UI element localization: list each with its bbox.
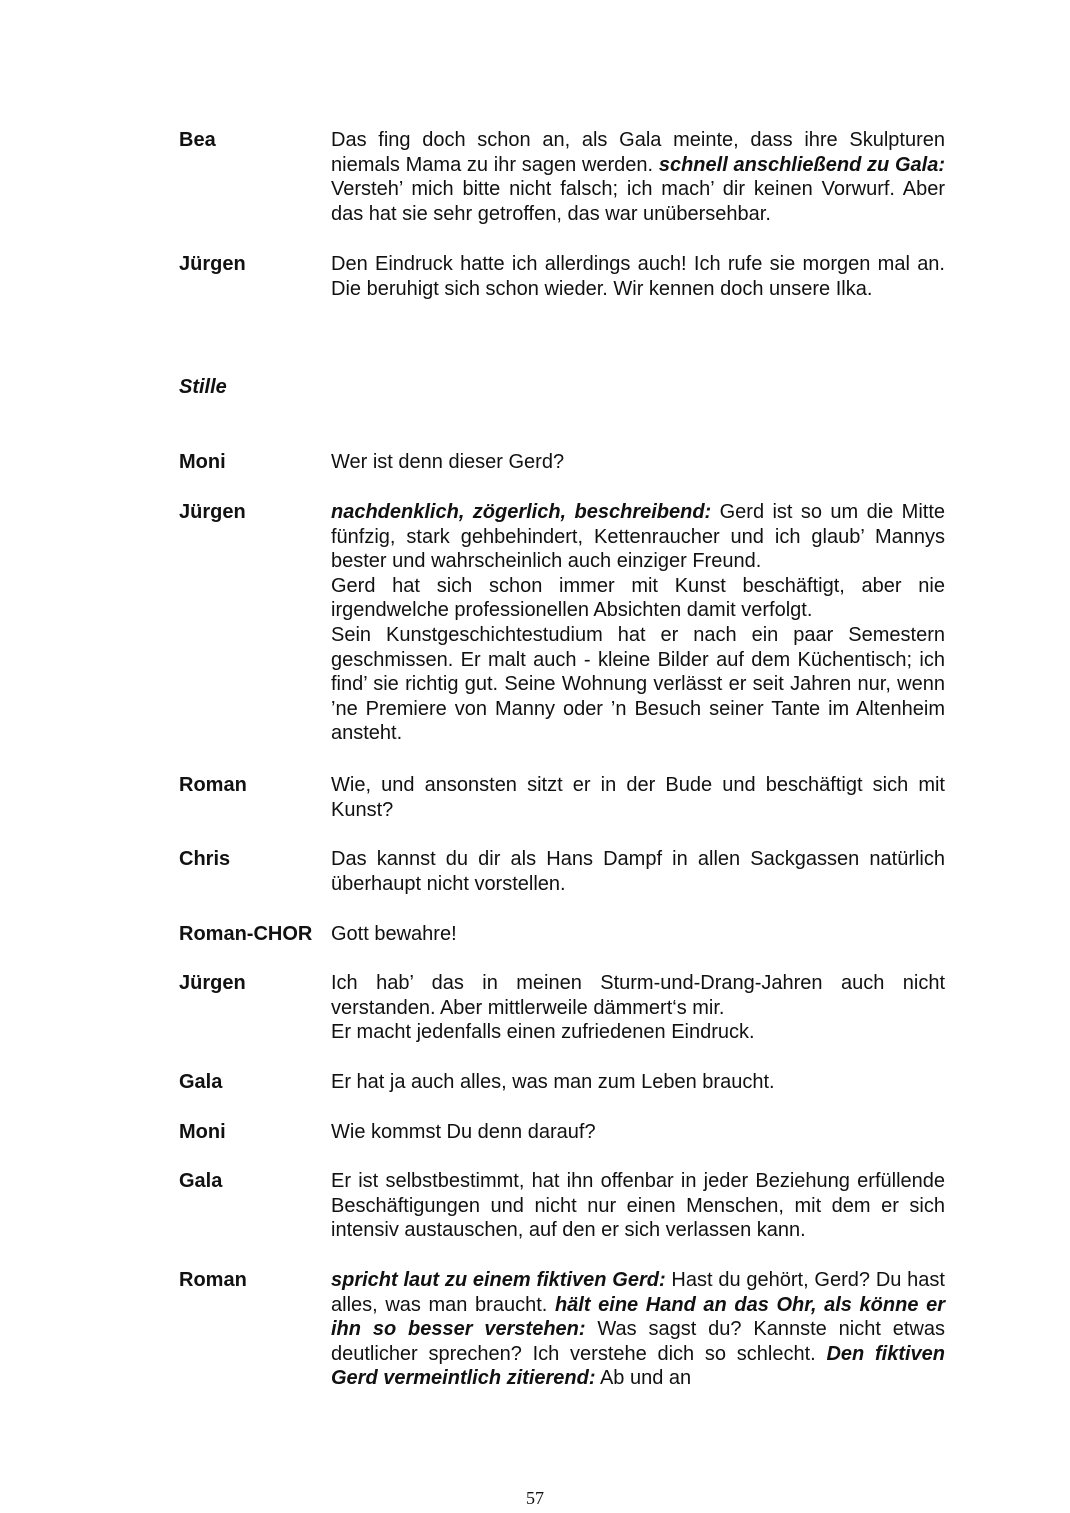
dialogue-text [331,971,945,1045]
stage-direction-inline: hält eine Hand an das Ohr, als könne er ihn so besser verstehen: [331,1293,945,1341]
dialogue-line: Er ist selbstbestimmt, hat ihn offenbar in jeder Beziehung erfüllende Beschäftigungen und nicht nur einen Menschen, mit dem er sich intensiv austauschen, auf den er sich verlassen kann. [331,1170,945,1242]
dialogue-text [331,922,945,947]
speaker-name: Roman [179,774,247,796]
speaker-name: Jürgen [179,972,246,994]
page-number: 57 [526,1488,544,1508]
dialogue-text [331,1169,945,1243]
speaker-name: Moni [179,1121,226,1143]
speaker-name: Gala [179,1071,223,1093]
dialogue-text [331,500,945,746]
dialogue-line: Ab und an [595,1367,692,1390]
dialogue-text [331,128,945,226]
stage-direction-inline: schnell anschließend zu Gala: [658,153,945,176]
dialogue-text [331,773,945,822]
speaker-name: Moni [179,451,226,473]
dialogue-line: Wer ist denn dieser Gerd? [331,451,565,473]
speaker-name: Gala [179,1170,223,1192]
stage-direction: Stille [179,376,227,398]
dialogue-line: Gerd hat sich schon immer mit Kunst beschäftigt, aber nie irgendwelche professionellen Absichten damit verfolgt. [331,574,945,622]
speaker-name: Chris [179,848,231,870]
dialogue-text [331,450,945,475]
dialogue-line: Ich hab’ das in meinen Sturm-und-Drang-Jahren auch nicht verstanden. Aber mittlerweile dämmert‘s mir. [331,972,945,1019]
dialogue-text [331,1268,945,1391]
speaker-name: Roman-CHOR [179,923,313,945]
dialogue-line: Gott bewahre! [331,923,457,945]
dialogue-line: Gerd ist so um die Mitte fünfzig, stark gehbehindert, Kettenraucher und ich glaub’ Mannys bester und wahrscheinlich auch einziger Freund. [331,501,945,573]
stage-direction-inline: spricht laut zu einem fiktiven Gerd: [331,1269,666,1291]
dialogue-line: Wie, und ansonsten sitzt er in der Bude und beschäftigt sich mit Kunst? [331,774,945,821]
dialogue-line: Er macht jedenfalls einen zufriedenen Eindruck. [331,1021,755,1044]
dialogue-line: Das kannst du dir als Hans Dampf in allen Sackgassen natürlich überhaupt nicht vorstellen. [331,848,945,895]
speaker-name: Bea [179,129,216,151]
dialogue-line: Sein Kunstgeschichtestudium hat er nach ein paar Semestern geschmissen. Er malt auch - kleine Bilder auf dem Küchentisch; ich find’ sie richtig gut. Seine Wohnung verlässt er seit Jahren nur, wenn ’ne Premiere von Manny oder ’n Besuch seiner Tante im Altenheim ansteht. [331,623,945,745]
stage-direction-inline: nachdenklich, zögerlich, beschreibend: [331,501,712,523]
dialogue-line: Was sagst du? Kannste nicht etwas deutlicher sprechen? Ich verstehe dich so schlecht. [331,1318,945,1365]
speaker-name: Roman [179,1269,247,1291]
speaker-name: Jürgen [179,253,246,275]
dialogue-line: Das fing doch schon an, als Gala meinte, dass ihre Skulpturen niemals Mama zu ihr sagen werden. [331,129,945,176]
dialogue-line: Versteh’ mich bitte nicht falsch; ich mach’ dir keinen Vorwurf. Aber das hat sie sehr getroffen, das war unübersehbar. [331,178,945,225]
dialogue-text [331,252,945,301]
dialogue-text [331,847,945,896]
dialogue-line: Hast du gehört, Gerd? Du hast alles, was man braucht. [331,1269,945,1316]
stage-direction-inline: Den fiktiven Gerd vermeintlich zitierend: [331,1342,945,1390]
dialogue-line: Wie kommst Du denn darauf? [331,1121,596,1143]
dialogue-line: Den Eindruck hatte ich allerdings auch! Ich rufe sie morgen mal an. Die beruhigt sich schon wieder. Wir kennen doch unsere Ilka. [331,253,945,300]
dialogue-line: Er hat ja auch alles, was man zum Leben braucht. [331,1071,775,1093]
dialogue-text [331,1070,945,1095]
dialogue-text [331,1120,945,1145]
speaker-name: Jürgen [179,501,246,523]
